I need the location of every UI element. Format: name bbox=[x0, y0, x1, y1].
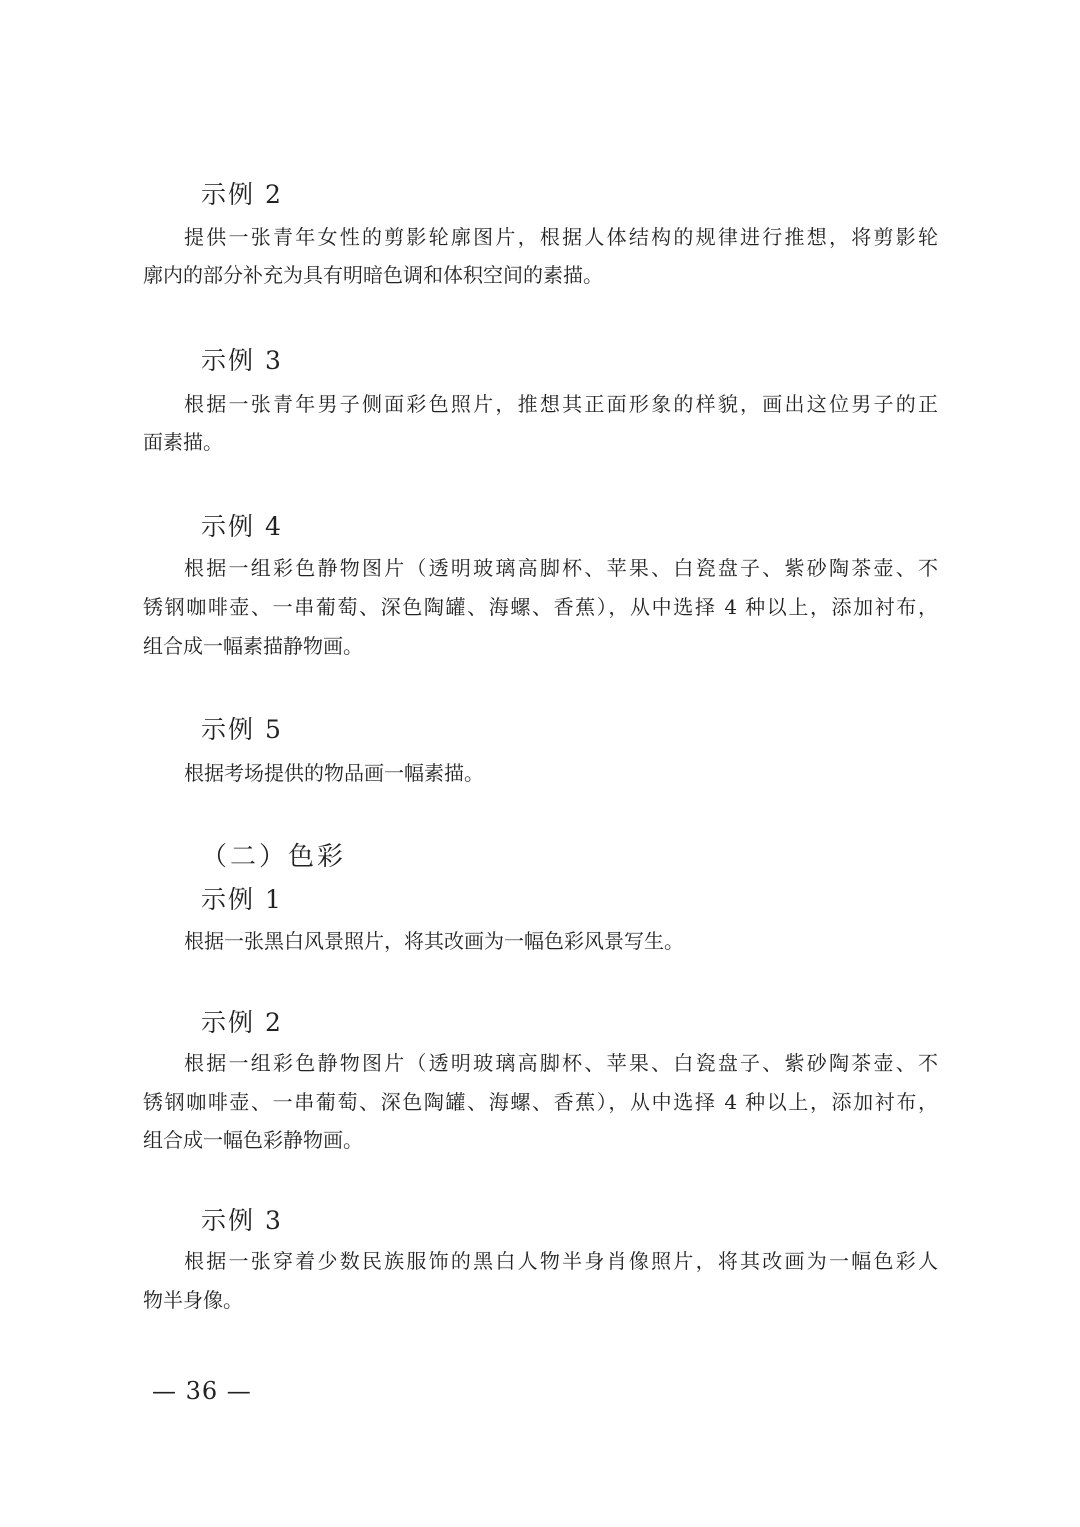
section-title: （二）色彩 bbox=[201, 842, 347, 872]
example-heading: 示例 3 bbox=[201, 1206, 283, 1235]
paragraph-line: 组合成一幅色彩静物画。 bbox=[143, 1128, 363, 1152]
paragraph-line: 根据一组彩色静物图片（透明玻璃高脚杯、苹果、白瓷盘子、紫砂陶茶壶、不 bbox=[184, 1051, 938, 1075]
paragraph-line: 锈钢咖啡壶、一串葡萄、深色陶罐、海螺、香蕉），从中选择 4 种以上，添加衬布， bbox=[143, 595, 938, 619]
paragraph-line: 根据考场提供的物品画一幅素描。 bbox=[184, 761, 484, 785]
paragraph-line: 廓内的部分补充为具有明暗色调和体积空间的素描。 bbox=[143, 263, 603, 287]
example-heading: 示例 2 bbox=[201, 1008, 283, 1037]
paragraph-line: 根据一张黑白风景照片，将其改画为一幅色彩风景写生。 bbox=[184, 929, 684, 953]
paragraph-line: 物半身像。 bbox=[143, 1288, 243, 1312]
paragraph-line: 根据一张穿着少数民族服饰的黑白人物半身肖像照片，将其改画为一幅色彩人 bbox=[184, 1249, 938, 1273]
paragraph-line: 组合成一幅素描静物画。 bbox=[143, 634, 363, 658]
example-heading: 示例 3 bbox=[201, 346, 283, 375]
example-heading: 示例 5 bbox=[201, 715, 283, 744]
example-heading: 示例 4 bbox=[201, 512, 283, 541]
paragraph-line: 提供一张青年女性的剪影轮廓图片，根据人体结构的规律进行推想，将剪影轮 bbox=[184, 225, 938, 249]
page-number: — 36 — bbox=[152, 1377, 252, 1405]
paragraph-line: 锈钢咖啡壶、一串葡萄、深色陶罐、海螺、香蕉），从中选择 4 种以上，添加衬布， bbox=[143, 1090, 938, 1114]
example-heading: 示例 2 bbox=[201, 180, 283, 209]
paragraph-line: 根据一张青年男子侧面彩色照片，推想其正面形象的样貌，画出这位男子的正 bbox=[184, 392, 938, 416]
example-heading: 示例 1 bbox=[201, 885, 283, 914]
paragraph-line: 根据一组彩色静物图片（透明玻璃高脚杯、苹果、白瓷盘子、紫砂陶茶壶、不 bbox=[184, 556, 938, 580]
paragraph-line: 面素描。 bbox=[143, 430, 223, 454]
